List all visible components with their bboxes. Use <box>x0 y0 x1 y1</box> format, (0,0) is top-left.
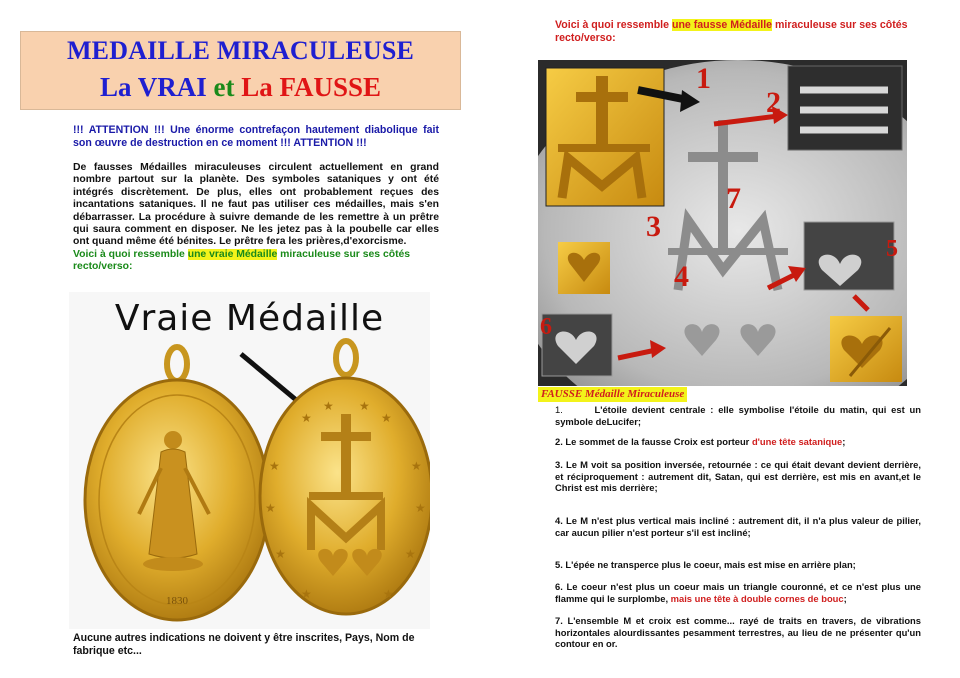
point-6-end: ; <box>843 592 847 604</box>
fausse-intro-pre: Voici à quoi ressemble <box>555 19 672 31</box>
fausse-number-1: 1 <box>696 62 711 95</box>
svg-text:★: ★ <box>323 399 334 413</box>
fausse-number-2: 2 <box>766 86 781 119</box>
fausse-number-7: 7 <box>726 182 741 215</box>
title-fausse: La FAUSSE <box>241 72 382 102</box>
fausse-number-5: 5 <box>886 236 898 262</box>
point-5: 5. L'épée ne transperce plus le coeur, mais est mise en arrière plan; <box>555 559 856 570</box>
fausse-number-6: 6 <box>540 314 552 340</box>
vraie-intro-pre: Voici à quoi ressemble <box>73 249 188 260</box>
vraie-intro-post: miraculeuse sur ses côtés recto/verso: <box>73 249 411 273</box>
arrow-line <box>241 354 301 404</box>
intro-paragraph: De fausses Médailles miraculeuses circulent actuellement en grand nombre partout sur la planète. Des symboles sataniques y ont été intégrés discrètement. De plus, elles ont probablement reçues des incantations sataniques. Il ne faut pas utiliser ces médailles, mais s'en débarrasser. La procédure à suivre demande de les remettre à un prêtre qui saura comment en disposer. Ne les jetez pas à la poubelle car elles ont quand même été bénites. Le prêtre fera les prières,d'exorcisme. <box>73 162 439 248</box>
bottom-note: Aucune autres indications ne doivent y être inscrites, Pays, Nom de fabrique etc... <box>73 632 415 657</box>
point-3: 3. Le M voit sa position inversée, retournée : ce qui était devant devient derrière, et réciproquement : autrement dit, Satan, qui est derrière, est mis en avant,et le Christ est mis derrière; <box>555 459 921 494</box>
title-et: et <box>213 72 235 102</box>
fausse-intro-highlight: une fausse Médaille <box>671 19 773 31</box>
fausse-caption: FAUSSE Médaille Miraculeuse <box>538 387 687 402</box>
vraie-intro-highlight: une vraie Médaille <box>187 249 278 260</box>
point-1-text: L'étoile devient centrale : elle symbolise l'étoile du matin, qui est un symbole deLucifer; <box>555 404 921 427</box>
title-vrai: La VRAI <box>99 72 207 102</box>
svg-text:★: ★ <box>415 501 426 515</box>
svg-text:★: ★ <box>275 547 286 561</box>
svg-text:★: ★ <box>411 459 422 473</box>
point-1-number: 1. <box>555 404 563 415</box>
point-4: 4. Le M n'est plus vertical mais incliné : autrement dit, il n'a plus valeur de pilier, car aucun pilier n'est porteur s'il est incliné; <box>555 515 921 538</box>
medals-illustration <box>69 292 430 629</box>
medal-year: 1830 <box>166 595 188 607</box>
fausse-medaille-image <box>538 60 907 386</box>
vraie-medaille-image <box>69 292 430 629</box>
svg-text:★: ★ <box>405 547 416 561</box>
fausse-medal-illustration <box>538 60 907 386</box>
svg-text:★: ★ <box>383 587 394 601</box>
medal-verso <box>260 341 430 614</box>
svg-text:★: ★ <box>301 587 312 601</box>
point-2-end: ; <box>842 436 846 447</box>
fausse-number-4: 4 <box>674 260 689 293</box>
point-6-red: mais une tête à double cornes de bouc <box>670 592 844 604</box>
fausse-intro-post: miraculeuse sur ses côtés recto/verso: <box>555 19 908 44</box>
fausse-intro-line <box>555 19 921 45</box>
vraie-intro-line <box>73 249 439 274</box>
svg-text:★: ★ <box>381 411 392 425</box>
svg-text:★: ★ <box>269 459 280 473</box>
vraie-medaille-label: Vraie Médaille <box>114 298 385 339</box>
svg-text:★: ★ <box>359 399 370 413</box>
title-line-1: MEDAILLE MIRACULEUSE <box>66 36 415 65</box>
attention-warning: !!! ATTENTION !!! Une énorme contrefaçon hautement diabolique fait son œuvre de destruction en ce moment !!! ATTENTION !!! <box>73 124 439 149</box>
svg-text:★: ★ <box>265 501 276 515</box>
medal-recto <box>85 347 269 620</box>
fausse-number-3: 3 <box>646 210 661 243</box>
point-7: 7. L'ensemble M et croix est comme... rayé de traits en travers, de vibrations horizontales alourdissantes pesamment terrestres, au lieu de ne présenter qu'un contour en or. <box>555 615 921 650</box>
title-box <box>20 31 461 110</box>
title-line-2 <box>21 72 460 103</box>
point-2-red: d'une tête satanique <box>751 436 843 447</box>
point-6 <box>555 581 921 604</box>
point-2 <box>555 436 921 448</box>
point-6-text: 6. Le coeur n'est plus un coeur mais un triangle couronné, et ce n'est plus une flamme qui le surplombe, <box>555 581 921 604</box>
point-1 <box>555 404 921 427</box>
svg-text:★: ★ <box>301 411 312 425</box>
point-2-text: 2. Le sommet de la fausse Croix est porteur <box>555 436 752 447</box>
